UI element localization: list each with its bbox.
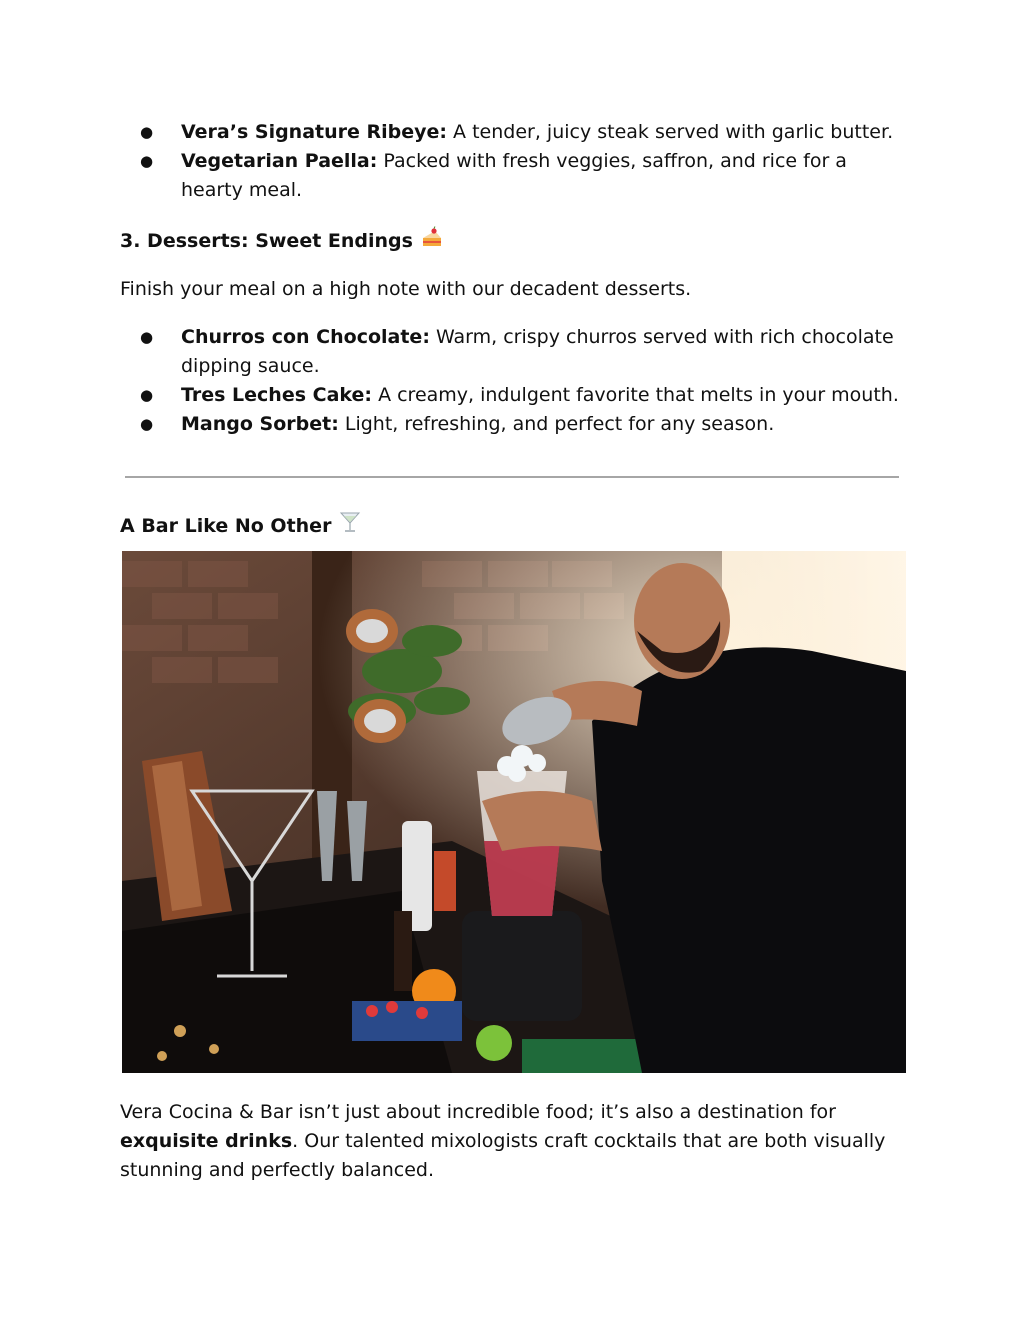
list-item xyxy=(120,323,910,381)
desserts-heading-text: 3. Desserts: Sweet Endings xyxy=(120,230,413,252)
list-item xyxy=(120,118,910,147)
cake-icon xyxy=(421,226,443,257)
bullet-icon: ● xyxy=(140,415,154,433)
main-dishes-list xyxy=(120,118,910,205)
desserts-list xyxy=(120,323,910,439)
dessert-name: Mango Sorbet: xyxy=(181,413,339,435)
list-item xyxy=(120,410,910,439)
section-divider xyxy=(125,476,899,478)
dessert-description: Warm, crispy churros served with rich chocolate dipping sauce. xyxy=(181,326,894,377)
dish-description: Packed with fresh veggies, saffron, and rice for a hearty meal. xyxy=(181,150,847,201)
cocktail-glass-icon xyxy=(339,511,361,542)
dessert-description: Light, refreshing, and perfect for any season. xyxy=(338,413,775,435)
dessert-description: A creamy, indulgent favorite that melts in your mouth. xyxy=(372,384,899,406)
dessert-name: Churros con Chocolate: xyxy=(181,326,430,348)
dish-name: Vera’s Signature Ribeye: xyxy=(181,121,448,143)
bar-heading xyxy=(120,511,361,542)
bullet-icon: ● xyxy=(140,328,154,346)
list-item xyxy=(120,147,910,205)
bar-heading-text: A Bar Like No Other xyxy=(120,515,332,537)
bullet-icon: ● xyxy=(140,152,154,170)
dessert-name: Tres Leches Cake: xyxy=(181,384,373,406)
dish-name: Vegetarian Paella: xyxy=(181,150,378,172)
bar-paragraph-start: Vera Cocina & Bar isn’t just about incredible food; it’s also a destination for xyxy=(120,1101,836,1123)
bartender-photo xyxy=(122,551,906,1073)
bar-paragraph xyxy=(120,1098,910,1185)
bullet-icon: ● xyxy=(140,123,154,141)
bullet-icon: ● xyxy=(140,386,154,404)
desserts-heading xyxy=(120,226,443,257)
dish-description: A tender, juicy steak served with garlic butter. xyxy=(447,121,894,143)
bar-paragraph-end: . Our talented mixologists craft cocktails that are both visually stunning and perfectly balanced. xyxy=(120,1130,886,1181)
list-item xyxy=(120,381,910,410)
desserts-intro: Finish your meal on a high note with our decadent desserts. xyxy=(120,278,692,300)
bar-paragraph-bold: exquisite drinks xyxy=(120,1130,293,1152)
